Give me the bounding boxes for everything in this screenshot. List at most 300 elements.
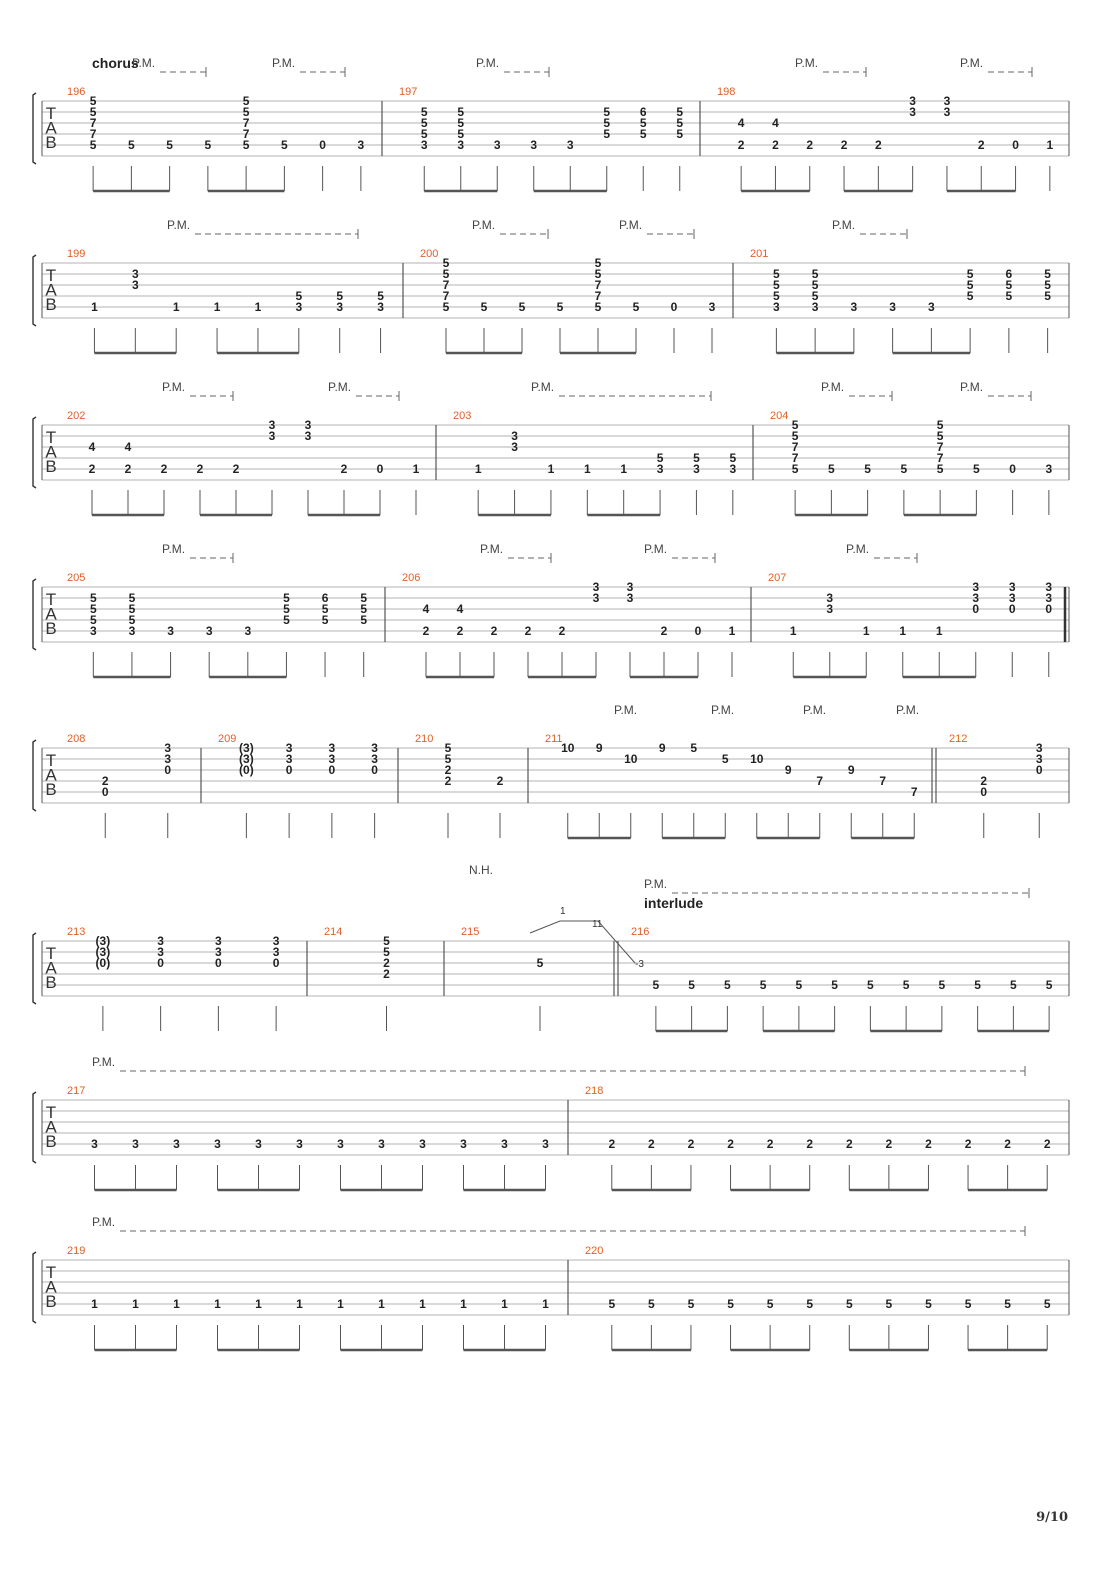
tab-clef-letter: B	[45, 1132, 57, 1151]
fret-number: 3	[371, 752, 378, 766]
fret-number: 5	[795, 978, 803, 992]
fret-number: 3	[205, 624, 213, 638]
measure-number: 214	[324, 926, 343, 938]
fret-number: 7	[879, 774, 887, 788]
fret-number: 3	[173, 1137, 180, 1151]
fret-number: 3	[336, 300, 344, 314]
fret-number: 5	[648, 1297, 655, 1311]
tab-clef-letter: B	[45, 295, 57, 314]
fret-number: 1	[255, 1297, 262, 1311]
fret-number: 2	[444, 763, 452, 777]
fret-number: 1	[132, 1297, 139, 1311]
natural-harmonic-label: N.H.	[469, 863, 493, 877]
fret-number: (3)	[239, 741, 254, 755]
fret-number: 5	[1005, 278, 1013, 292]
fret-number: 3	[943, 94, 951, 108]
fret-number: 1	[789, 624, 797, 638]
fret-number: 3	[215, 934, 222, 948]
fret-number: 2	[660, 624, 668, 638]
fret-number: 0	[164, 763, 172, 777]
fret-number: 5	[1004, 1297, 1011, 1311]
page-number: 9/10	[1036, 1510, 1068, 1525]
tab-clef-letter: T	[45, 751, 57, 770]
fret-number: 3	[164, 752, 172, 766]
fret-number: 3	[1035, 741, 1043, 755]
fret-number: 2	[840, 138, 848, 152]
fret-number: 3	[493, 138, 501, 152]
palm-mute-label: P.M.	[132, 56, 156, 70]
fret-number: 5	[89, 602, 97, 616]
fret-number: 5	[727, 1297, 734, 1311]
staff-bracket	[33, 1092, 36, 1163]
fret-number: 2	[496, 774, 504, 788]
palm-mute-label: P.M.	[619, 218, 643, 232]
fret-number: 5	[693, 451, 700, 465]
fret-number: 2	[977, 138, 985, 152]
measure-number: 220	[585, 1245, 604, 1257]
tab-clef-letter: T	[45, 266, 57, 285]
fret-number: 5	[864, 462, 871, 476]
fret-number: 5	[845, 1297, 853, 1311]
fret-number: 5	[283, 591, 290, 605]
fret-number: 5	[89, 105, 97, 119]
fret-number: 5	[676, 105, 684, 119]
whammy-bar-line	[530, 921, 635, 963]
fret-number: 5	[964, 1297, 972, 1311]
fret-number: 0	[1009, 462, 1016, 476]
fret-number: 2	[766, 1137, 774, 1151]
fret-number: 5	[242, 138, 250, 152]
fret-number: 3	[928, 300, 935, 314]
fret-number: 1	[91, 1297, 98, 1311]
fret-number: 3	[656, 462, 664, 476]
fret-number: 5	[773, 278, 780, 292]
fret-number: 5	[242, 105, 250, 119]
staff-bracket	[33, 255, 36, 326]
fret-number: 0	[101, 785, 109, 799]
measure-number: 202	[67, 410, 86, 422]
fret-number: 3	[328, 741, 336, 755]
fret-number: 5	[442, 267, 450, 281]
fret-number: 0	[1012, 138, 1019, 152]
fret-number: 5	[603, 105, 611, 119]
fret-number: 5	[936, 418, 944, 432]
fret-number: 3	[511, 440, 518, 454]
fret-number: (0)	[95, 956, 111, 970]
palm-mute-label: P.M.	[531, 380, 555, 394]
fret-number: 3	[773, 300, 780, 314]
fret-number: 3	[268, 429, 276, 443]
section-label: chorus	[92, 55, 139, 71]
fret-number: 1	[547, 462, 555, 476]
fret-number: 7	[791, 451, 799, 465]
tab-clef-letter: A	[45, 118, 57, 138]
fret-number: 1	[501, 1297, 508, 1311]
whammy-value: -3	[635, 959, 644, 970]
fret-number: 5	[639, 116, 647, 130]
fret-number: 7	[442, 289, 450, 303]
fret-number: 3	[214, 1137, 221, 1151]
fret-number: 4	[772, 116, 779, 130]
fret-number: 3	[1045, 462, 1053, 476]
fret-number: 1	[254, 300, 262, 314]
fret-number: 3	[357, 138, 365, 152]
fret-number: 0	[1035, 763, 1043, 777]
fret-number: 5	[791, 418, 799, 432]
fret-number: (3)	[239, 752, 254, 766]
fret-number: 5	[89, 613, 97, 627]
fret-number: 3	[530, 138, 538, 152]
measure-number: 201	[750, 248, 769, 260]
fret-number: 3	[693, 462, 700, 476]
fret-number: 2	[444, 774, 452, 788]
palm-mute-label: P.M.	[711, 703, 735, 717]
fret-number: 5	[1045, 978, 1053, 992]
fret-number: 6	[639, 105, 647, 119]
fret-number: 5	[966, 289, 974, 303]
fret-number: 3	[132, 1137, 139, 1151]
measure-number: 215	[461, 926, 480, 938]
fret-number: 5	[442, 256, 450, 270]
palm-mute-label: P.M.	[162, 380, 186, 394]
fret-number: 2	[727, 1137, 734, 1151]
fret-number: 3	[501, 1137, 508, 1151]
fret-number: 5	[729, 451, 737, 465]
fret-number: 1	[1046, 138, 1054, 152]
fret-number: 3	[272, 945, 280, 959]
fret-number: 0	[1008, 602, 1016, 616]
tab-clef-letter: B	[45, 780, 57, 799]
palm-mute-label: P.M.	[328, 380, 352, 394]
fret-number: 2	[806, 138, 814, 152]
fret-number: 2	[1043, 1137, 1051, 1151]
fret-number: 2	[1004, 1137, 1011, 1151]
fret-number: 5	[128, 591, 136, 605]
fret-number: 9	[595, 741, 603, 755]
fret-number: 5	[766, 1297, 774, 1311]
fret-number: 2	[925, 1137, 932, 1151]
fret-number: 5	[594, 267, 602, 281]
fret-number: 3	[304, 429, 312, 443]
fret-number: 3	[457, 138, 465, 152]
section-label: interlude	[644, 895, 704, 911]
staff-bracket	[33, 1252, 36, 1323]
tab-clef-letter: A	[45, 1277, 57, 1297]
fret-number: 1	[862, 624, 870, 638]
fret-number: 2	[101, 774, 109, 788]
fret-number: 0	[972, 602, 980, 616]
fret-number: 5	[281, 138, 288, 152]
fret-number: 5	[603, 116, 611, 130]
fret-number: 5	[89, 591, 97, 605]
tab-clef-letter: A	[45, 280, 57, 300]
fret-number: 3	[909, 105, 916, 119]
fret-number: 2	[456, 624, 464, 638]
fret-number: 0	[980, 785, 988, 799]
fret-number: 0	[285, 763, 293, 777]
fret-number: 3	[157, 934, 164, 948]
whammy-value: 11	[592, 919, 603, 930]
fret-number: 5	[867, 978, 874, 992]
tab-clef-letter: B	[45, 133, 57, 152]
fret-number: 1	[728, 624, 736, 638]
fret-number: 3	[167, 624, 174, 638]
fret-number: 1	[378, 1297, 385, 1311]
fret-number: 3	[909, 94, 916, 108]
palm-mute-label: P.M.	[472, 218, 496, 232]
fret-number: (3)	[95, 945, 111, 959]
fret-number: 5	[128, 602, 136, 616]
fret-number: 7	[242, 127, 250, 141]
fret-number: 5	[420, 105, 428, 119]
fret-number: 1	[337, 1297, 344, 1311]
measure-number: 197	[399, 86, 418, 98]
fret-number: 0	[1045, 602, 1053, 616]
fret-number: 5	[974, 978, 981, 992]
fret-number: 5	[811, 289, 819, 303]
fret-number: 5	[457, 116, 465, 130]
fret-number: 2	[964, 1137, 972, 1151]
fret-number: 3	[131, 267, 139, 281]
fret-number: 5	[383, 934, 390, 948]
fret-number: 5	[377, 289, 384, 303]
fret-number: 3	[272, 934, 280, 948]
fret-number: 5	[938, 978, 946, 992]
fret-number: 5	[902, 978, 910, 992]
fret-number: 5	[536, 956, 544, 970]
fret-number: 2	[648, 1137, 655, 1151]
palm-mute-label: P.M.	[846, 542, 870, 556]
fret-number: 5	[321, 602, 329, 616]
fret-number: 2	[124, 462, 132, 476]
tab-clef-letter: T	[45, 428, 57, 447]
fret-number: 2	[422, 624, 430, 638]
fret-number: 3	[131, 278, 139, 292]
measure-number: 205	[67, 572, 86, 584]
fret-number: 10	[561, 741, 575, 755]
measure-number: 211	[545, 733, 563, 745]
fret-number: 3	[377, 300, 384, 314]
fret-number: 10	[624, 752, 638, 766]
fret-number: 6	[1005, 267, 1013, 281]
measure-number: 196	[67, 86, 86, 98]
fret-number: 5	[936, 462, 944, 476]
fret-number: 5	[925, 1297, 932, 1311]
fret-number: 5	[773, 289, 780, 303]
fret-number: 1	[412, 462, 420, 476]
fret-number: 0	[376, 462, 384, 476]
fret-number: 7	[442, 278, 450, 292]
fret-number: 5	[1044, 278, 1051, 292]
fret-number: 5	[283, 602, 290, 616]
palm-mute-label: P.M.	[960, 56, 984, 70]
measure-number: 208	[67, 733, 86, 745]
measure-number: 204	[770, 410, 789, 422]
fret-number: 7	[89, 116, 97, 130]
fret-number: 9	[784, 763, 792, 777]
fret-number: 5	[594, 256, 602, 270]
fret-number: 2	[885, 1137, 893, 1151]
fret-number: 2	[490, 624, 498, 638]
measure-number: 210	[415, 733, 434, 745]
palm-mute-label: P.M.	[92, 1055, 116, 1069]
tab-clef-letter: T	[45, 104, 57, 123]
fret-number: 2	[383, 967, 390, 981]
staff-bracket	[33, 93, 36, 164]
fret-number: 5	[204, 138, 212, 152]
tab-clef-letter: B	[45, 1292, 57, 1311]
measure-number: 219	[67, 1245, 86, 1257]
palm-mute-label: P.M.	[480, 542, 504, 556]
tab-clef-letter: A	[45, 1117, 57, 1137]
fret-number: 3	[1008, 580, 1016, 594]
fret-number: 5	[518, 300, 526, 314]
measure-number: 217	[67, 1085, 86, 1097]
measure-number: 212	[949, 733, 968, 745]
fret-number: 5	[900, 462, 908, 476]
fret-number: 5	[457, 105, 465, 119]
fret-number: 2	[160, 462, 168, 476]
fret-number: 0	[215, 956, 222, 970]
fret-number: 3	[626, 591, 634, 605]
fret-number: 7	[89, 127, 97, 141]
fret-number: 3	[972, 580, 980, 594]
fret-number: 3	[128, 624, 136, 638]
fret-number: 1	[542, 1297, 549, 1311]
measure-number: 199	[67, 248, 86, 260]
fret-number: 5	[1044, 289, 1051, 303]
fret-number: 0	[272, 956, 280, 970]
palm-mute-label: P.M.	[92, 1215, 116, 1229]
palm-mute-label: P.M.	[476, 56, 500, 70]
fret-number: 5	[336, 289, 344, 303]
fret-number: 5	[128, 613, 136, 627]
fret-number: 5	[295, 289, 303, 303]
palm-mute-label: P.M.	[803, 703, 827, 717]
fret-number: 3	[1045, 580, 1053, 594]
fret-number: 3	[460, 1137, 467, 1151]
fret-number: 5	[1043, 1297, 1051, 1311]
fret-number: 1	[935, 624, 943, 638]
fret-number: 5	[360, 602, 368, 616]
measure-number: 213	[67, 926, 86, 938]
fret-number: 3	[419, 1137, 426, 1151]
tab-clef-letter: B	[45, 973, 57, 992]
fret-number: 3	[304, 418, 312, 432]
fret-number: 7	[936, 440, 944, 454]
tab-clef-letter: A	[45, 958, 57, 978]
fret-number: 3	[708, 300, 716, 314]
fret-number: 5	[1005, 289, 1013, 303]
fret-number: 6	[321, 591, 329, 605]
fret-number: 0	[694, 624, 702, 638]
fret-number: 5	[791, 429, 799, 443]
fret-number: 3	[255, 1137, 262, 1151]
tab-clef-letter: A	[45, 442, 57, 462]
fret-number: 5	[283, 613, 290, 627]
fret-number: 2	[558, 624, 566, 638]
palm-mute-label: P.M.	[821, 380, 845, 394]
fret-number: 3	[295, 300, 303, 314]
fret-number: 3	[542, 1137, 549, 1151]
fret-number: 0	[670, 300, 678, 314]
fret-number: 5	[166, 138, 173, 152]
measure-number: 216	[631, 926, 650, 938]
palm-mute-label: P.M.	[644, 542, 668, 556]
fret-number: 3	[1008, 591, 1016, 605]
fret-number: 5	[688, 978, 695, 992]
fret-number: 5	[724, 978, 731, 992]
fret-number: 5	[457, 127, 465, 141]
fret-number: 7	[594, 289, 602, 303]
fret-number: 7	[594, 278, 602, 292]
fret-number: 5	[383, 945, 390, 959]
measure-number: 206	[402, 572, 421, 584]
measure-number: 198	[717, 86, 736, 98]
fret-number: 1	[91, 300, 98, 314]
fret-number: 3	[285, 752, 293, 766]
staff-bracket	[33, 417, 36, 488]
fret-number: 2	[772, 138, 779, 152]
palm-mute-label: P.M.	[644, 877, 668, 891]
fret-number: 0	[319, 138, 326, 152]
fret-number: 5	[1044, 267, 1051, 281]
fret-number: 9	[847, 763, 855, 777]
fret-number: 1	[899, 624, 907, 638]
fret-number: 3	[943, 105, 951, 119]
tab-clef-letter: T	[45, 1103, 57, 1122]
staff-bracket	[33, 579, 36, 650]
fret-number: 3	[826, 591, 834, 605]
fret-number: 5	[360, 613, 368, 627]
fret-number: 5	[885, 1297, 893, 1311]
fret-number: 3	[592, 591, 600, 605]
fret-number: (3)	[95, 934, 111, 948]
fret-number: 1	[172, 300, 180, 314]
fret-number: 3	[1035, 752, 1043, 766]
fret-number: 5	[89, 94, 97, 108]
fret-number: 3	[164, 741, 172, 755]
fret-number: 5	[806, 1297, 814, 1311]
fret-number: 3	[244, 624, 252, 638]
fret-number: 10	[750, 752, 764, 766]
fret-number: 2	[845, 1137, 853, 1151]
whammy-value: 1	[560, 906, 566, 917]
fret-number: 3	[566, 138, 574, 152]
tab-clef-letter: T	[45, 944, 57, 963]
fret-number: 5	[442, 300, 450, 314]
palm-mute-label: P.M.	[960, 380, 984, 394]
fret-number: 7	[242, 116, 250, 130]
fret-number: 0	[371, 763, 378, 777]
fret-number: 4	[88, 440, 96, 454]
fret-number: 5	[811, 267, 819, 281]
fret-number: 4	[124, 440, 132, 454]
fret-number: 5	[89, 138, 97, 152]
tab-clef-letter: T	[45, 1263, 57, 1282]
fret-number: 5	[828, 462, 835, 476]
fret-number: 3	[296, 1137, 303, 1151]
fret-number: 2	[875, 138, 882, 152]
fret-number: 5	[420, 116, 428, 130]
palm-mute-label: P.M.	[832, 218, 856, 232]
fret-number: 0	[157, 956, 164, 970]
fret-number: 3	[826, 602, 834, 616]
palm-mute-label: P.M.	[162, 542, 186, 556]
fret-number: 5	[639, 127, 647, 141]
fret-number: 5	[973, 462, 980, 476]
fret-number: 3	[378, 1137, 385, 1151]
